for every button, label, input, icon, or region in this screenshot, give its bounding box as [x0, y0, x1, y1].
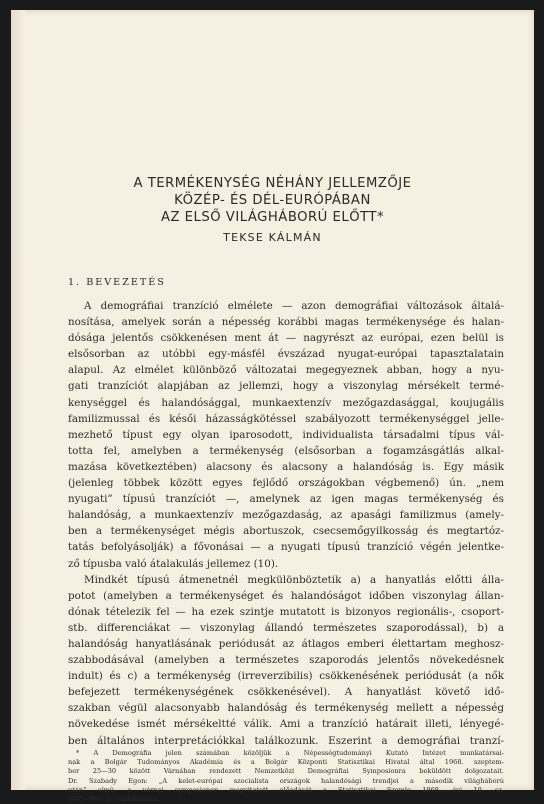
body-line: stb. differenciákat — viszonylag állandó természetes szaporodással), b) a — [68, 621, 504, 634]
article-title-line-1: A TERMÉKENYSÉG NÉHÁNY JELLEMZŐJE — [133, 176, 412, 191]
body-line: nyugati” típusú tranzíciót —, amelynek az igen magas termékenység és — [68, 493, 504, 506]
body-line: halandóság, a munkaextenzív mezőgazdaság, az apasági familizmus (amely- — [68, 509, 504, 522]
body-line: kenységgel és halandósággal, munkaextenzív mezőgazdasággal, koujugális — [68, 396, 504, 409]
page-fold-shadow — [11, 10, 25, 790]
body-line: dósága jelentős csökkenésen ment át — nagyrészt az európai, ezen belül is — [68, 332, 504, 345]
body-line: nosítása, amelyek során a népesség korábbi magas termékenysége és halan- — [68, 316, 504, 329]
section-heading: 1. BEVEZETÉS — [68, 277, 166, 288]
article-title-line-2: KÖZÉP- ÉS DÉL-EURÓPÁBAN — [174, 193, 371, 208]
body-line: dónak tételezik fel — ha ezek szintje mutatott is bizonyos regionális-, csoport- — [68, 605, 504, 618]
body-line: ző típusba való átalakulás jellemez (10). — [68, 557, 279, 570]
body-line: mezhető típust egy olyan iparosodott, individualista társadalmi típus vál- — [68, 428, 504, 441]
footnote — [68, 749, 504, 804]
body-line: gati tranzíciót alapjában az jellemzi, hogy a viszonylag mérsékelt termé- — [68, 380, 504, 393]
body-line: alapul. Az elmélet különböző változatai megegyeznek abban, hogy a nyu- — [68, 364, 504, 377]
body-line: totta fel, amelyben a termékenység (elsősorban a fogamzásgátlás alkal- — [68, 444, 504, 457]
body-line: ben általános interpretációkkal találkozunk. Eszerint a demográfiai tranzí- — [68, 734, 504, 747]
body-text — [68, 298, 504, 749]
body-line: tatás befolyásolják) a fővonásai — a nyugati típusú tranzíció végén jelentke- — [68, 541, 504, 554]
footnote-line: után” címû, a várnai symposionon megvitatott előadását a Statisztikai Szemle 1968. évi 10. sz. — [68, 785, 504, 794]
body-line: potot (amelyben a termékenységet és halandóságot időben viszonylag állan- — [68, 589, 504, 602]
body-line: A demográfiai tranzíció elmélete — azon demográfiai változások általá- — [84, 300, 504, 312]
body-line: Mindkét típusú átmenetnél megkülönböztetik a) a hanyatlás előtti álla- — [84, 573, 504, 586]
body-line: szakban végül alacsonyabb halandóság és termékenység mellett a népesség — [68, 702, 504, 715]
body-line: ben a termékenységet mégis abortuszok, csecsemőgyilkosság és megtartóz- — [68, 525, 504, 538]
body-line: halandóság hanyatlásának periódusát az átlagos emberi élettartam meghosz- — [68, 637, 504, 650]
body-line: növekedése ismét mérsékeltté válik. Ami a tranzíció határait illeti, lényegé- — [68, 718, 504, 731]
article-title-line-3: AZ ELSŐ VILÁGHÁBORÚ ELŐTT* — [160, 210, 385, 225]
title-block — [11, 175, 534, 244]
body-line: familizmussal és késői házasságkötéssel szabályozott termékenységgel jelle- — [68, 412, 504, 425]
body-line: mazása következtében) alacsony és alacsony a halandóság is. Egy másik — [68, 460, 504, 473]
body-line: elsősorban az utóbbi egy-másfél évszázad nyugat-európai tapasztalatain — [68, 348, 504, 361]
footnote-line: (955—966. p.) tartalmazza. — [68, 794, 160, 803]
body-line: szabbodásával (amelyben a természetes szaporodás jelentős növekedésnek — [68, 654, 504, 667]
document-page — [11, 10, 534, 803]
author-name: TEKSE KÁLMÁN — [223, 231, 322, 244]
body-line: befejezett termékenységének csökkenésével). A hanyatlást követő idő- — [68, 686, 504, 699]
footnote-line: ber 25—30 között Várnában rendezett Nemzetközi Demográfiai Symposionra beküldött dolgozatait. — [68, 767, 504, 776]
body-line: (jelenleg többek között egyes fejlődő országokban végbemenő) ún. „nem — [68, 477, 504, 490]
footnote-line: nak a Bolgár Tudományos Akadémia és a Bolgár Központi Statisztikai Hivatal által 1968. szeptem- — [68, 758, 504, 767]
footnote-line: * A Demográfia jelen számában közöljük a Népességtudományi Kutató Intézet munkatársai- — [76, 749, 504, 757]
footnote-line: Dr. Szabady Egon: „A kelet-európai szocialista országok halandósági trendjei a második világháború — [68, 776, 504, 785]
body-line: indult) és c) a termékenység (irreverzibilis) csökkenésének periódusát (a nők — [68, 670, 504, 683]
